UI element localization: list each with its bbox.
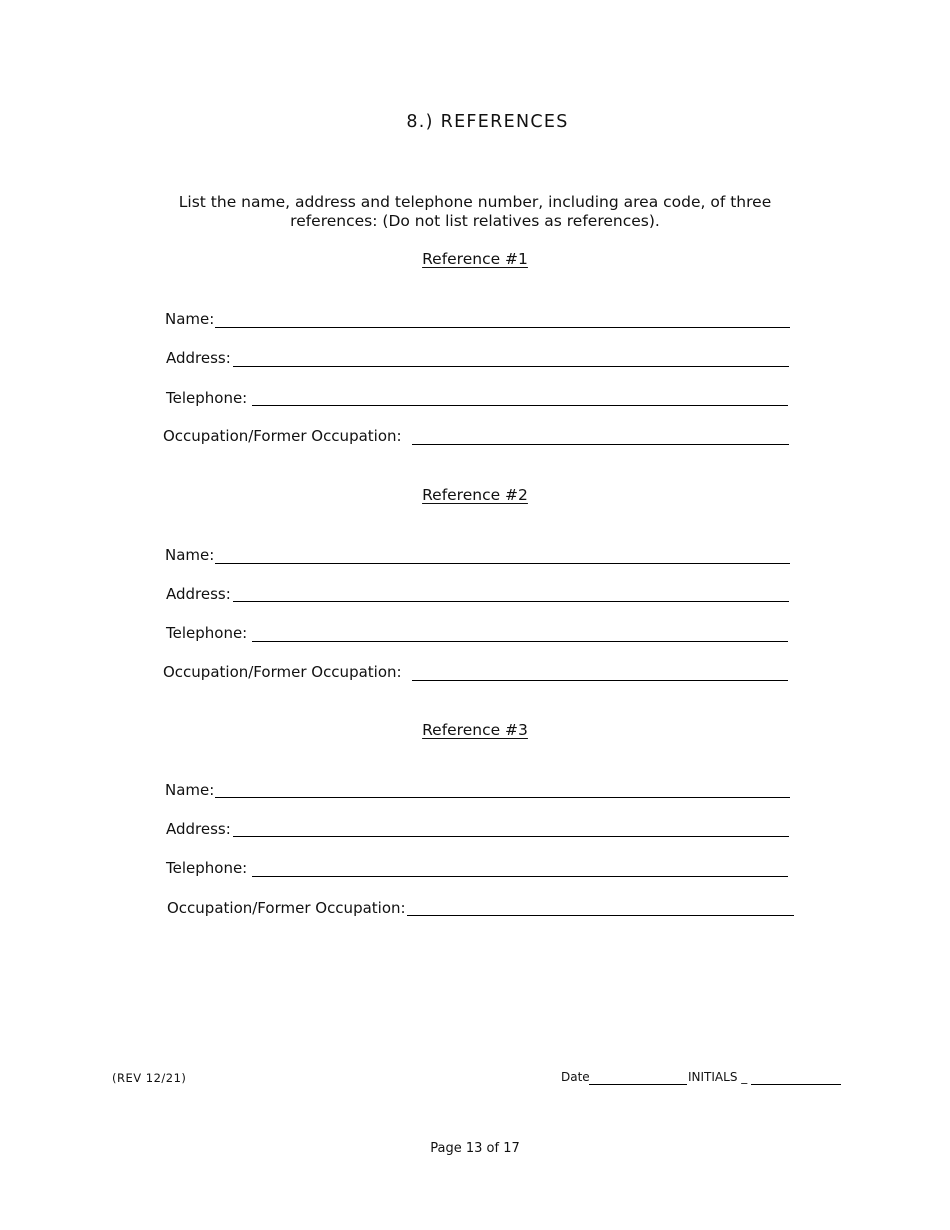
reference-3-address-label: Address: — [166, 820, 231, 838]
date-label: Date — [561, 1070, 590, 1084]
reference-1-heading: Reference #1 — [422, 250, 528, 268]
reference-3-address-field[interactable] — [233, 836, 789, 837]
reference-2-heading: Reference #2 — [422, 486, 528, 504]
reference-3-telephone-field[interactable] — [252, 876, 788, 877]
reference-1-telephone-field[interactable] — [252, 405, 788, 406]
reference-3-name-label: Name: — [165, 781, 215, 799]
reference-1-occupation-field[interactable] — [412, 444, 789, 445]
reference-1-name-field[interactable] — [215, 327, 790, 328]
reference-2-telephone-label: Telephone: — [166, 624, 248, 642]
reference-2-name-label: Name: — [165, 546, 215, 564]
instructions-text: List the name, address and telephone number, including area code, of three references: (Do not list relatives as references). — [178, 193, 772, 230]
initials-label: INITIALS _ — [688, 1070, 748, 1084]
reference-2-telephone-field[interactable] — [252, 641, 788, 642]
reference-1-address-label: Address: — [166, 349, 231, 367]
page-number: Page 13 of 17 — [430, 1141, 520, 1156]
reference-3-heading: Reference #3 — [422, 721, 528, 739]
reference-3-telephone-label: Telephone: — [166, 859, 248, 877]
reference-3-name-field[interactable] — [215, 797, 790, 798]
initials-field[interactable] — [751, 1084, 841, 1085]
reference-3-occupation-label: Occupation/Former Occupation: — [167, 899, 406, 917]
reference-3-occupation-field[interactable] — [407, 915, 794, 916]
reference-2-address-label: Address: — [166, 585, 231, 603]
reference-2-occupation-field[interactable] — [412, 680, 788, 681]
reference-1-occupation-label: Occupation/Former Occupation: — [163, 427, 402, 445]
reference-2-occupation-label: Occupation/Former Occupation: — [163, 663, 402, 681]
reference-2-name-field[interactable] — [215, 563, 790, 564]
revision-code: (REV 12/21) — [112, 1071, 187, 1085]
section-title: 8.) REFERENCES — [406, 112, 569, 132]
reference-1-address-field[interactable] — [233, 366, 789, 367]
date-field[interactable] — [589, 1084, 687, 1085]
reference-2-address-field[interactable] — [233, 601, 789, 602]
reference-1-name-label: Name: — [165, 310, 215, 328]
reference-1-telephone-label: Telephone: — [166, 389, 248, 407]
